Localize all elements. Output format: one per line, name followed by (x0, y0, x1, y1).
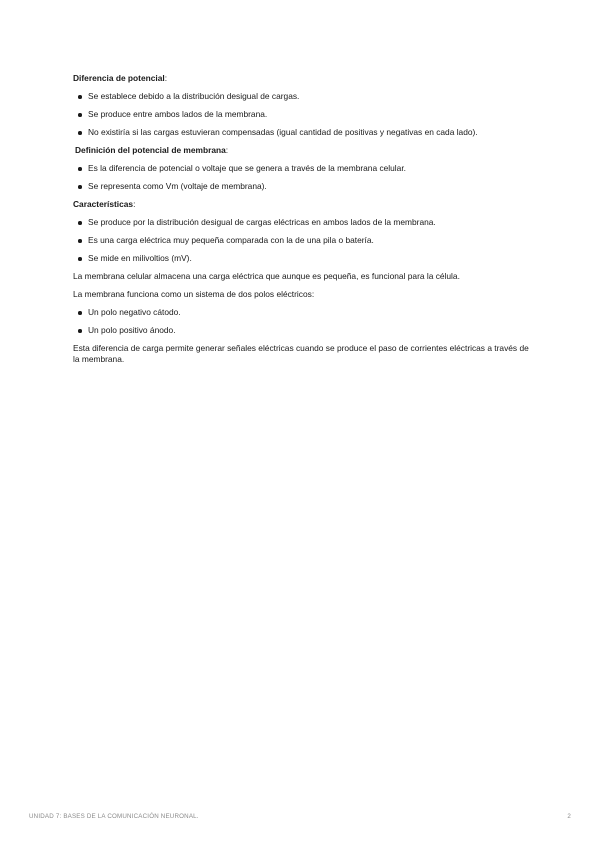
document-body (73, 73, 533, 372)
list-item: Un polo positivo ánodo. (73, 325, 533, 336)
list-item: Se mide en milivoltios (mV). (73, 253, 533, 264)
list-item: Se representa como Vm (voltaje de membrana). (73, 181, 533, 192)
paragraph-membrana-carga: La membrana celular almacena una carga eléctrica que aunque es pequeña, es funcional para la célula. (73, 271, 460, 281)
list-diferencia (73, 91, 533, 138)
page-number: 2 (567, 813, 571, 820)
footer-unit-title: UNIDAD 7: BASES DE LA COMUNICACIÓN NEURONAL. (29, 813, 199, 820)
list-item: Es la diferencia de potencial o voltaje que se genera a través de la membrana celular. (73, 163, 533, 174)
list-item: Un polo negativo cátodo. (73, 307, 533, 318)
paragraph-dos-polos: La membrana funciona como un sistema de dos polos eléctricos: (73, 289, 315, 299)
list-item: Es una carga eléctrica muy pequeña comparada con la de una pila o batería. (73, 235, 533, 246)
section-heading-definicion: Definición del potencial de membrana: (75, 145, 229, 155)
list-definicion (73, 163, 533, 192)
page-footer (29, 813, 571, 820)
list-item: Se establece debido a la distribución desigual de cargas. (73, 91, 533, 102)
list-caracteristicas (73, 217, 533, 264)
paragraph-conclusion: Esta diferencia de carga permite generar señales eléctricas cuando se produce el paso de corrientes eléctricas a través de la membrana. (73, 343, 529, 364)
list-item: Se produce por la distribución desigual de cargas eléctricas en ambos lados de la membrana. (73, 217, 533, 228)
section-heading-diferencia: Diferencia de potencial: (73, 73, 168, 83)
list-item: No existiría si las cargas estuvieran compensadas (igual cantidad de positivas y negativas en cada lado). (73, 127, 533, 138)
list-item: Se produce entre ambos lados de la membrana. (73, 109, 533, 120)
list-polos (73, 307, 533, 336)
section-heading-caracteristicas: Características: (73, 199, 136, 209)
